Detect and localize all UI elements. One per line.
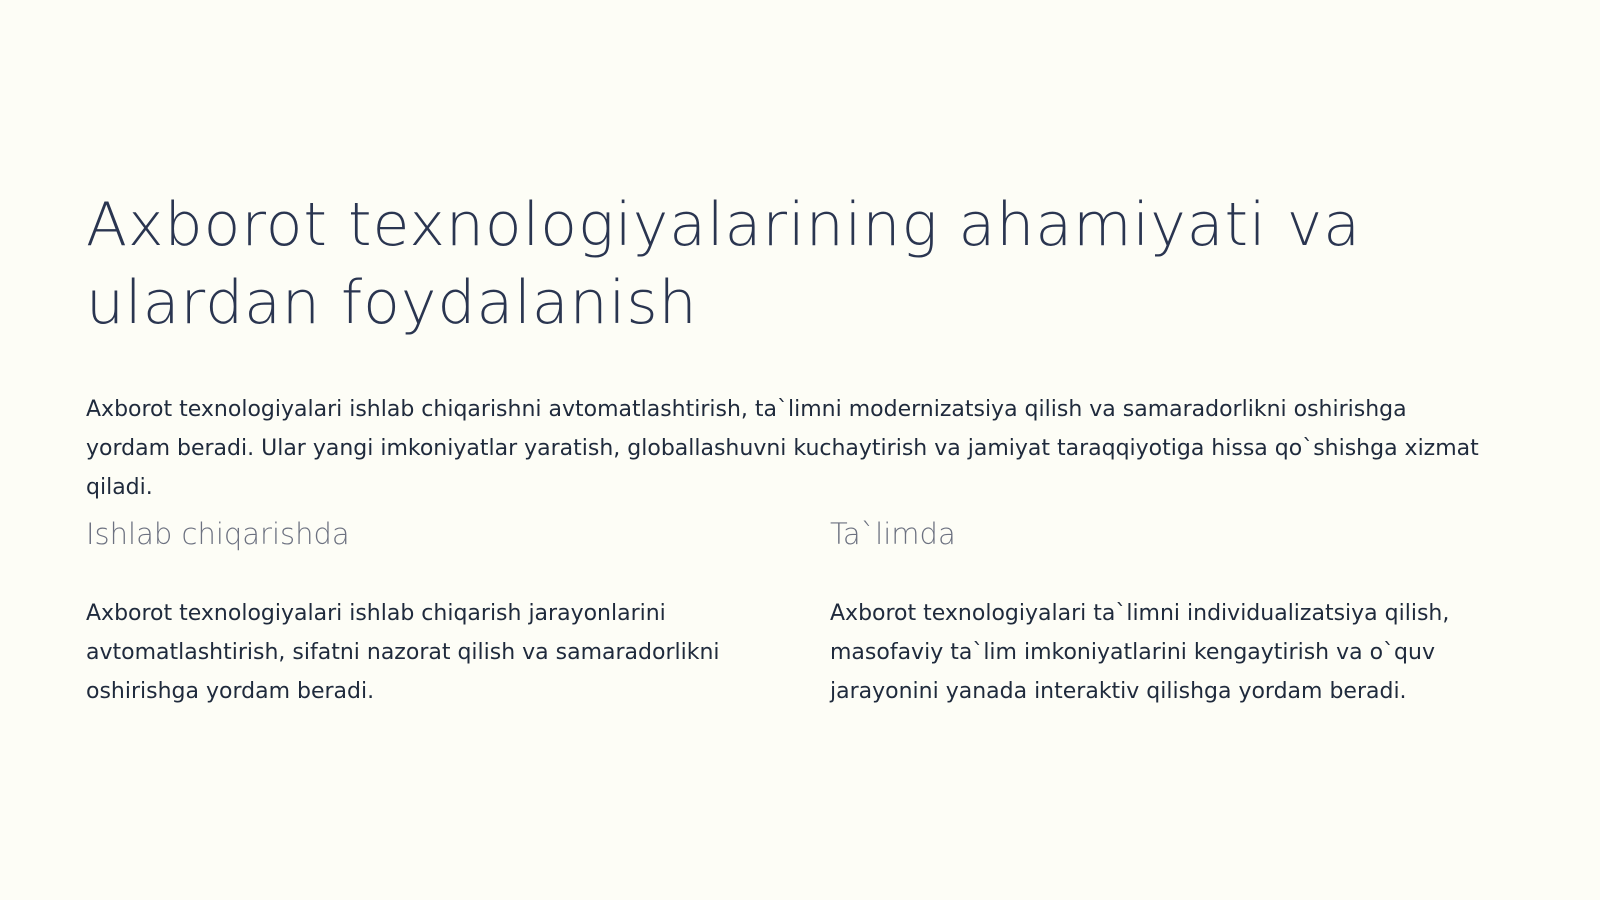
column-education <box>830 514 1510 711</box>
column-text-production: Axborot texnologiyalari ishlab chiqarish jarayonlarini avtomatlashtirish, sifatni nazorat qilish va samaradorlikni oshirishga yordam beradi. <box>86 601 720 704</box>
slide-title: Axborot texnologiyalarining ahamiyati va ulardan foydalanish <box>86 190 1362 338</box>
column-production <box>86 514 766 711</box>
column-text-education: Axborot texnologiyalari ta`limni individualizatsiya qilish, masofaviy ta`lim imkoniyatlarini kengaytirish va o`quv jarayonini yanada interaktiv qilishga yordam beradi. <box>830 601 1450 704</box>
intro-paragraph: Axborot texnologiyalari ishlab chiqarishni avtomatlashtirish, ta`limni modernizatsiya qilish va samaradorlikni oshirishga yordam beradi. Ular yangi imkoniyatlar yaratish, globallashuvni kuchaytirish va jamiyat taraqqiyotiga hissa qo`shishga xizmat qiladi. <box>86 397 1479 500</box>
column-heading-production: Ishlab chiqarishda <box>86 517 350 551</box>
column-heading-education: Ta`limda <box>830 517 956 551</box>
